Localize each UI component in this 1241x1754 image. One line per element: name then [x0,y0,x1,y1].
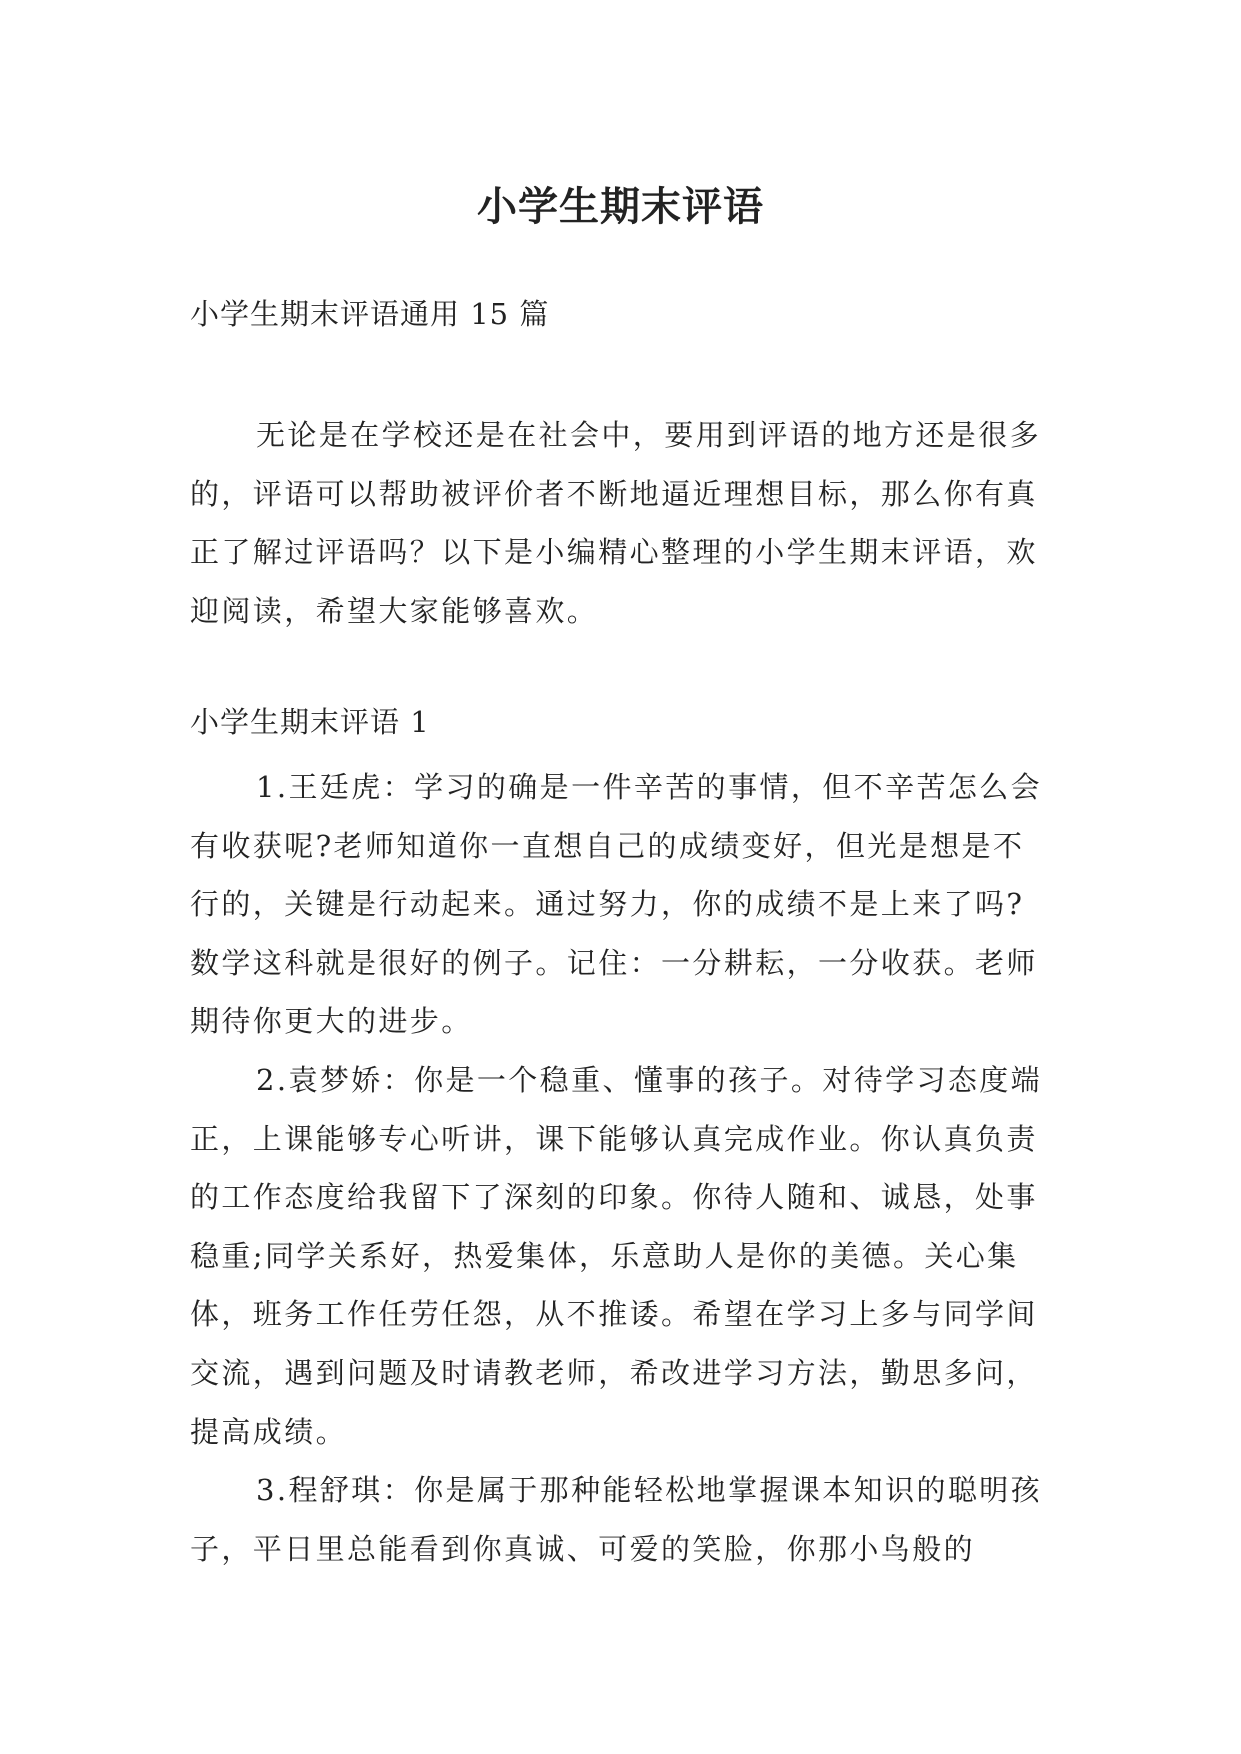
document-title: 小学生期末评语 [477,182,764,230]
intro-paragraph: 无论是在学校还是在社会中，要用到评语的地方还是很多的，评语可以帮助被评价者不断地逼近理想目标，那么你有真正了解过评语吗？以下是小编精心整理的小学生期末评语，欢迎阅读，希望大家能够喜欢。 [190,418,1042,628]
comment-paragraph: 2.袁梦娇：你是一个稳重、懂事的孩子。对待学习态度端正，上课能够专心听讲，课下能够认真完成作业。你认真负责的工作态度给我留下了深刻的印象。你待人随和、诚恳，处事稳重;同学关系好，热爱集体，乐意助人是你的美德。关心集体，班务工作任劳任怨，从不推诿。希望在学习上多与同学间交流，遇到问题及时请教老师，希改进学习方法，勤思多问，提高成绩。 [190,1062,1043,1449]
section-heading: 小学生期末评语 1 [190,705,430,739]
document-subtitle: 小学生期末评语通用 15 篇 [190,297,550,331]
comment-paragraph: 3.程舒琪：你是属于那种能轻松地掌握课本知识的聪明孩子，平日里总能看到你真诚、可爱的笑脸，你那小鸟般的 [190,1473,1043,1566]
comment-paragraph: 1.王廷虎：学习的确是一件辛苦的事情，但不辛苦怎么会有收获呢?老师知道你一直想自己的成绩变好，但光是想是不行的，关键是行动起来。通过努力，你的成绩不是上来了吗?数学这科就是很好的例子。记住：一分耕耘，一分收获。老师期待你更大的进步。 [190,770,1043,1039]
comment-list [190,758,1050,1578]
